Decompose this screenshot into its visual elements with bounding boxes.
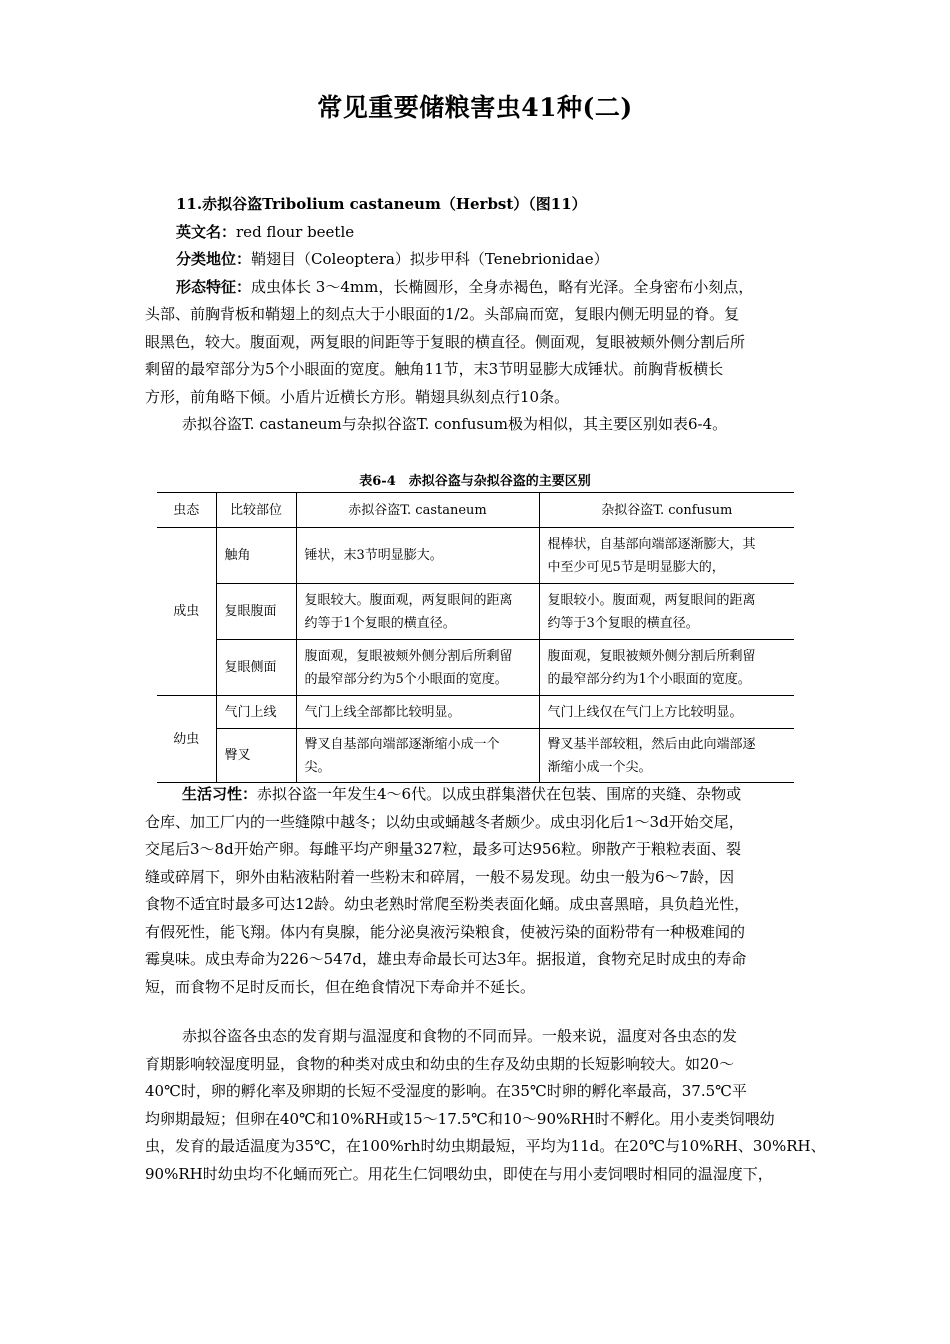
castaneum-cell [296,528,539,584]
page-title: 常见重要储粮害虫41种(二) [317,93,633,122]
table-row [157,584,794,640]
table-row [157,696,794,729]
morphology-line-1 [145,274,815,302]
habits-line-8: 短，而食物不足时反而长，但在绝食情况下寿命并不延长。 [145,977,536,996]
english-name-value: red flour beetle [236,222,355,241]
part-cell: 气门上线 [216,696,296,729]
morphology-label: 形态特征： [176,277,252,296]
table-header-row [157,493,794,528]
castaneum-cell [296,640,539,696]
habits-line-1 [145,781,815,809]
english-name-label: 英文名： [176,222,237,241]
development-line-5: 虫，发育的最适温度为35℃，在100%rh时幼虫期最短，平均为11d。在20℃与10%RH、30%RH、 [145,1137,826,1155]
table-row [157,640,794,696]
habits-line-2: 仓库、加工厂内的一些缝隙中越冬；以幼虫或蛹越冬者颇少。成虫羽化后1～3d开始交尾， [145,812,744,831]
table-caption: 表6-4 赤拟谷盗与杂拟谷盗的主要区别 [359,474,591,489]
classification-label: 分类地位： [176,250,252,268]
cell-line: 的最窄部分约为1个小眼面的宽度。 [547,671,751,687]
cell-line: 尖。 [304,759,331,775]
cell-line: 臀叉自基部向端部逐渐缩小成一个 [304,736,500,752]
castaneum-cell [296,584,539,640]
table-row [157,729,794,783]
development-line-2: 育期影响较湿度明显，食物的种类对成虫和幼虫的生存及幼虫期的长短影响较大。如20～ [145,1054,735,1073]
habits-line-7: 霉臭味。成虫寿命为226～547d，雄虫寿命最长可达3年。据报道，食物充足时成虫的寿命 [145,950,747,968]
species-heading: 11.赤拟谷盗Tribolium castaneum（Herbst）（图11） [176,195,587,213]
stage-cell-adult: 成虫 [157,528,216,696]
castaneum-cell [296,729,539,783]
development-section [145,1023,826,1188]
species-intro [145,191,815,439]
confusum-cell [539,584,794,640]
habits-section [145,781,815,1001]
table-row [157,528,794,584]
cell-line: 约等于1个复眼的横直径。 [304,615,456,631]
cell-line: 复眼较大。腹面观，两复眼间的距离 [304,592,513,608]
morphology-text: 成虫体长 3～4mm，长椭圆形，全身赤褐色，略有光泽。全身密布小刻点， [251,277,754,296]
morphology-line-2: 头部、前胸背板和鞘翅上的刻点大于小眼面的1/2。头部扁而宽，复眼内侧无明显的脊。复 [145,305,740,323]
english-name-line [145,219,815,247]
stage-cell-larva: 幼虫 [157,696,216,783]
header-part: 比较部位 [216,493,296,528]
part-cell: 复眼腹面 [216,584,296,640]
habits-line-5: 食物不适宜时最多可达12龄。幼虫老熟时常爬至粉类表面化蛹。成虫喜黑暗，具负趋光性， [145,895,750,913]
part-cell: 触角 [216,528,296,584]
cell-line: 臀叉基半部较粗，然后由此向端部逐 [547,736,756,752]
cell-line: 气门上线全部都比较明显。 [304,704,461,720]
classification-value: 鞘翅目（Coleoptera）拟步甲科（Tenebrionidae） [251,250,609,268]
habits-line-3: 交尾后3～8d开始产卵。每雌平均产卵量327粒，最多可达956粒。卵散产于粮粒表面、裂 [145,840,741,858]
cell-line: 中至少可见5节是明显膨大的， [547,559,725,575]
development-line-6: 90%RH时幼虫均不化蛹而死亡。用花生仁饲喂幼虫，即使在与用小麦饲喂时相同的温湿度下， [145,1164,773,1183]
habits-line-6: 有假死性，能飞翔。体内有臭腺，能分泌臭液污染粮食，使被污染的面粉带有一种极难闻的 [145,922,746,941]
header-confusum: 杂拟谷盗T. confusum [539,493,794,528]
cell-line: 腹面观，复眼被颊外侧分割后所剩留 [547,648,756,664]
development-line-3: 40℃时，卵的孵化率及卵期的长短不受湿度的影响。在35℃时卵的孵化率最高，37.5℃平 [145,1082,747,1100]
habits-text: 赤拟谷盗一年发生4～6代。以成虫群集潜伏在包装、围席的夹缝、杂物或 [257,785,742,803]
confusum-cell [539,696,794,729]
confusum-cell [539,640,794,696]
cell-line: 约等于3个复眼的横直径。 [547,615,699,631]
development-line-1: 赤拟谷盗各虫态的发育期与温湿度和食物的不同而异。一般来说，温度对各虫态的发 [182,1027,738,1045]
part-cell: 复眼侧面 [216,640,296,696]
habits-line-4: 缝或碎屑下，卵外由粘液粘附着一些粉末和碎屑，一般不易发现。幼虫一般为6～7龄，因 [145,867,735,886]
castaneum-cell [296,696,539,729]
cell-line: 气门上线仅在气门上方比较明显。 [547,704,743,720]
habits-label: 生活习性： [182,785,258,803]
cell-line: 的最窄部分约为5个小眼面的宽度。 [304,671,508,687]
comparison-note: 赤拟谷盗T. castaneum与杂拟谷盗T. confusum极为相似，其主要区别如表6-4。 [182,415,728,433]
cell-line: 复眼较小。腹面观，两复眼间的距离 [547,592,756,608]
classification-line [145,246,815,274]
morphology-line-3: 眼黑色，较大。腹面观，两复眼的间距等于复眼的横直径。侧面观，复眼被颊外侧分割后所 [145,332,746,351]
cell-line: 腹面观，复眼被颊外侧分割后所剩留 [304,648,513,664]
header-castaneum: 赤拟谷盗T. castaneum [296,493,539,528]
confusum-cell [539,729,794,783]
comparison-table [157,492,794,783]
cell-line: 渐缩小成一个尖。 [547,759,652,775]
confusum-cell [539,528,794,584]
morphology-line-4: 剩留的最窄部分为5个小眼面的宽度。触角11节，末3节明显膨大成锤状。前胸背板横长 [145,360,724,378]
cell-line: 棍棒状，自基部向端部逐渐膨大，其 [547,536,756,552]
morphology-line-5: 方形，前角略下倾。小盾片近横长方形。鞘翅具纵刻点行10条。 [145,387,570,406]
development-line-4: 均卵期最短；但卵在40℃和10%RH或15～17.5℃和10～90%RH时不孵化。用小麦类饲喂幼 [145,1109,775,1128]
cell-line: 锤状，末3节明显膨大。 [304,548,443,563]
part-cell: 臀叉 [216,729,296,783]
header-stage: 虫态 [157,493,216,528]
